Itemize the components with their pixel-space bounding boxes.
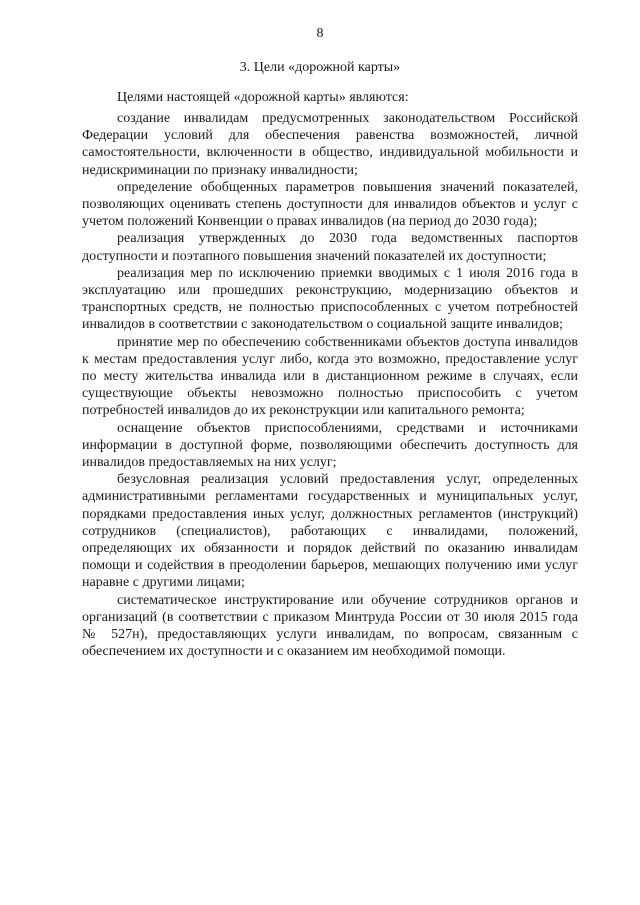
goal-paragraph: реализация мер по исключению приемки вводимых с 1 июля 2016 года в эксплуатацию или прошедших реконструкцию, модернизацию объектов и транспортных средств, не полностью приспособленных с учетом потребностей инвалидов в соответствии с законодательством о социальной защите инвалидов; — [82, 265, 578, 333]
goal-paragraph: принятие мер по обеспечению собственниками объектов доступа инвалидов к местам предоставления услуг либо, когда это возможно, предоставление услуг по месту жительства инвалида или в дистанционном режиме в случаях, если существующие объекты невозможно полностью приспособить с учетом потребностей инвалидов до их реконструкции или капитального ремонта; — [82, 334, 578, 419]
goals-list — [82, 110, 578, 661]
goal-paragraph: определение обобщенных параметров повышения значений показателей, позволяющих оценивать степень доступности для инвалидов объектов и услуг с учетом положений Конвенции о правах инвалидов (на период до 2030 года); — [82, 179, 578, 230]
goal-paragraph: безусловная реализация условий предоставления услуг, определенных административными регламентами государственных и муниципальных услуг, порядками предоставления иных услуг, должностных регламентов (инструкций) сотрудников (специалистов), работающих с инвалидами, положений, определяющих их обязанности и порядок действий по оказанию инвалидам помощи и содействия в преодолении барьеров, мешающих получению ими услуг наравне с другими лицами; — [82, 472, 578, 591]
goal-paragraph: систематическое инструктирование или обучение сотрудников органов и организаций (в соответствии с приказом Минтруда России от 30 июля 2015 года № 527н), предоставляющих услуги инвалидам, по вопросам, связанным с обеспечением их доступности и с оказанием им необходимой помощи. — [82, 592, 578, 660]
intro-line: Целями настоящей «дорожной карты» являются: — [117, 90, 409, 105]
section-title: 3. Цели «дорожной карты» — [239, 60, 401, 75]
page-number: 8 — [316, 26, 324, 41]
goal-paragraph: оснащение объектов приспособлениями, средствами и источниками информации в доступной форме, позволяющими обеспечить доступность для инвалидов предоставляемых на них услуг; — [82, 420, 578, 471]
goal-paragraph: создание инвалидам предусмотренных законодательством Российской Федерации условий для обеспечения равенства возможностей, личной самостоятельности, включенности в общество, индивидуальной мобильности и недискриминации по признаку инвалидности; — [82, 111, 578, 178]
goal-paragraph: реализация утвержденных до 2030 года ведомственных паспортов доступности и поэтапного повышения значений показателей их доступности; — [82, 231, 578, 264]
